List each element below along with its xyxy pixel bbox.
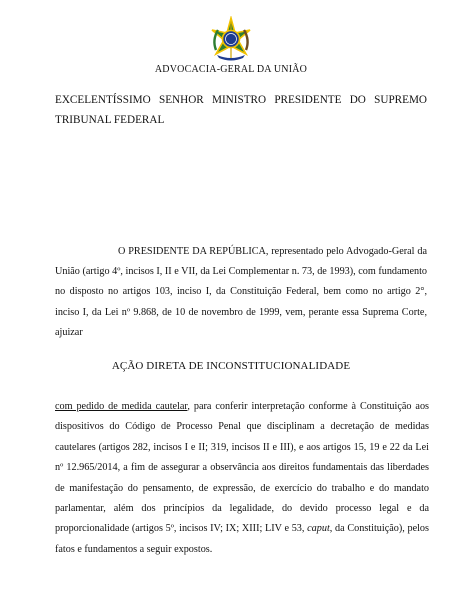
addressee: EXCELENTÍSSIMO SENHOR MINISTRO PRESIDENTE DO SUPREMO TRIBUNAL FEDERAL [55,94,427,126]
body-text-part1: , para conferir interpretação conforme à Constituição aos dispositivos do Código de Processo Penal que disciplinam a decretação de medidas cautelares (artigos 282, incisos I e II; 319, incisos II e III), e aos artigos 15, 19 e 22 da Lei nº 12.965/2014, a fim de assegurar a observância aos direitos fundamentais das liberdades de manifestação do pensamento, de expressão, de exercício do trabalho e do mandato parlamentar, além dos princípios da legalidade, do devido processo legal e da proporcionalidade (artigos 5º, incisos IV; IX; XIII; LIV e 53, [55,401,429,535]
body-text-part2: , da Constituição), pelos fatos e fundamentos a seguir expostos. [55,523,429,555]
intro-text: O PRESIDENTE DA REPÚBLICA, representado pelo Advogado-Geral da União (artigo 4º, incisos I, II e VII, da Lei Complementar n. 73, de 1993), com fundamento no disposto no artigos 103, inciso I, da Constituição Federal, bem como no artigo 2°, inciso I, da Lei nº 9.868, de 10 de novembro de 1999, vem, perante essa Suprema Corte, ajuizar [55,246,427,338]
intro-paragraph [55,242,427,343]
organization-name: ADVOCACIA-GERAL DA UNIÃO [154,64,308,75]
cautelar-lead: com pedido de medida cautelar [55,401,188,412]
action-title: AÇÃO DIRETA DE INCONSTITUCIONALIDADE [111,360,351,372]
body-paragraph [55,397,429,560]
brazil-coat-of-arms-icon [208,16,254,62]
caput-italic: caput [307,523,330,535]
